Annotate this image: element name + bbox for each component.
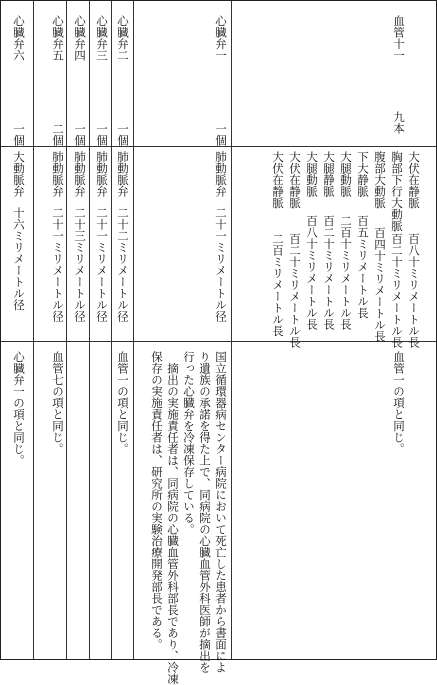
remark-line: 行った心臓弁を冷凍保存している。 [182, 351, 196, 535]
entry-name-heart-valve-6: 心臓弁六 [12, 15, 26, 61]
vessel-size: 二百ミリメートル長 [271, 233, 285, 337]
vessel-name: 大動脈弁 [12, 151, 26, 197]
vessel-name: 大腿静脈 [322, 151, 336, 197]
vessel-size: 百二十ミリメートル長 [288, 233, 302, 348]
entry-quantity: 二個 [51, 123, 65, 146]
vessel-name: 大腿動脈 [339, 151, 353, 197]
entry-quantity: 一個 [95, 123, 109, 146]
vessel-name: 肺動脈弁 [116, 151, 130, 197]
column-divider [231, 1, 232, 659]
vessel-size: 百八十ミリメートル長 [407, 233, 421, 348]
vessel-size: 二十一ミリメートル径 [214, 207, 228, 322]
entry-quantity: 一個 [116, 123, 130, 146]
vessel-size: 百二十ミリメートル長 [390, 233, 404, 348]
vessel-size: 二十二ミリメートル径 [116, 207, 130, 322]
entry-name-heart-valve-5: 心臓弁五 [51, 15, 65, 61]
column-divider [66, 1, 67, 659]
remark-line: 保存の実施責任者は、研究所の実験治療開発部長である。 [150, 351, 164, 650]
vessel-name: 腹部大動脈 [373, 151, 387, 209]
remark-line: 摘出の実施責任者は、同病院の心臓血管外科部長であり、冷凍 [166, 351, 180, 685]
entry-remark: 血管一の項と同じ。 [392, 351, 406, 455]
vessel-size: 二十三ミリメートル径 [73, 207, 87, 322]
entry-name-blood-vessel-11: 血管十一 [392, 15, 406, 61]
vessel-name: 肺動脈弁 [73, 151, 87, 197]
entry-name-heart-valve-3: 心臓弁三 [95, 15, 109, 61]
vessel-name: 肺動脈弁 [214, 151, 228, 197]
vessel-name: 下大静脈 [356, 151, 370, 197]
vessel-name: 大伏在静脈 [288, 151, 302, 209]
vessel-size: 二十一ミリメートル径 [95, 207, 109, 322]
column-divider [33, 1, 34, 659]
entry-remark: 血管一の項と同じ。 [116, 351, 130, 455]
vessel-size: 二百十ミリメートル長 [339, 215, 353, 330]
entry-quantity: 九本 [392, 111, 406, 134]
vessel-size: 百四十ミリメートル長 [373, 227, 387, 342]
vessel-name: 大腿動脈 [305, 151, 319, 197]
entry-quantity: 一個 [73, 123, 87, 146]
vessel-name: 胸部下行大動脈 [390, 151, 404, 232]
vessel-name: 大伏在静脈 [407, 151, 421, 209]
column-divider [89, 1, 90, 659]
remark-line: り遺族の承諾を得た上で、同病院の心臓血管外科医師が摘出を [198, 351, 212, 673]
vessel-name: 肺動脈弁 [51, 151, 65, 197]
column-divider [133, 1, 134, 659]
vessel-size: 二十一ミリメートル径 [51, 207, 65, 322]
entry-quantity: 一個 [12, 123, 26, 146]
entry-remark: 血管七の項と同じ。 [51, 351, 65, 455]
remark-line: 国立循環器病センター病院において死亡した患者から書面によ [214, 351, 228, 673]
entry-name-heart-valve-4: 心臓弁四 [73, 15, 87, 61]
vessel-name: 肺動脈弁 [95, 151, 109, 197]
entry-name-heart-valve-2: 心臓弁二 [116, 15, 130, 61]
entry-quantity: 一個 [214, 123, 228, 146]
entry-name-heart-valve-1: 心臓弁一 [214, 15, 228, 61]
vessel-size: 百八十ミリメートル長 [305, 215, 319, 330]
column-divider [111, 1, 112, 659]
vessel-name: 大伏在静脈 [271, 151, 285, 209]
vessel-size: 十六ミリメートル径 [12, 207, 26, 311]
vessel-size: 百二十ミリメートル長 [322, 215, 336, 330]
vessel-size: 百五ミリメートル長 [356, 215, 370, 319]
entry-remark: 心臓弁一の項と同じ。 [12, 351, 26, 466]
